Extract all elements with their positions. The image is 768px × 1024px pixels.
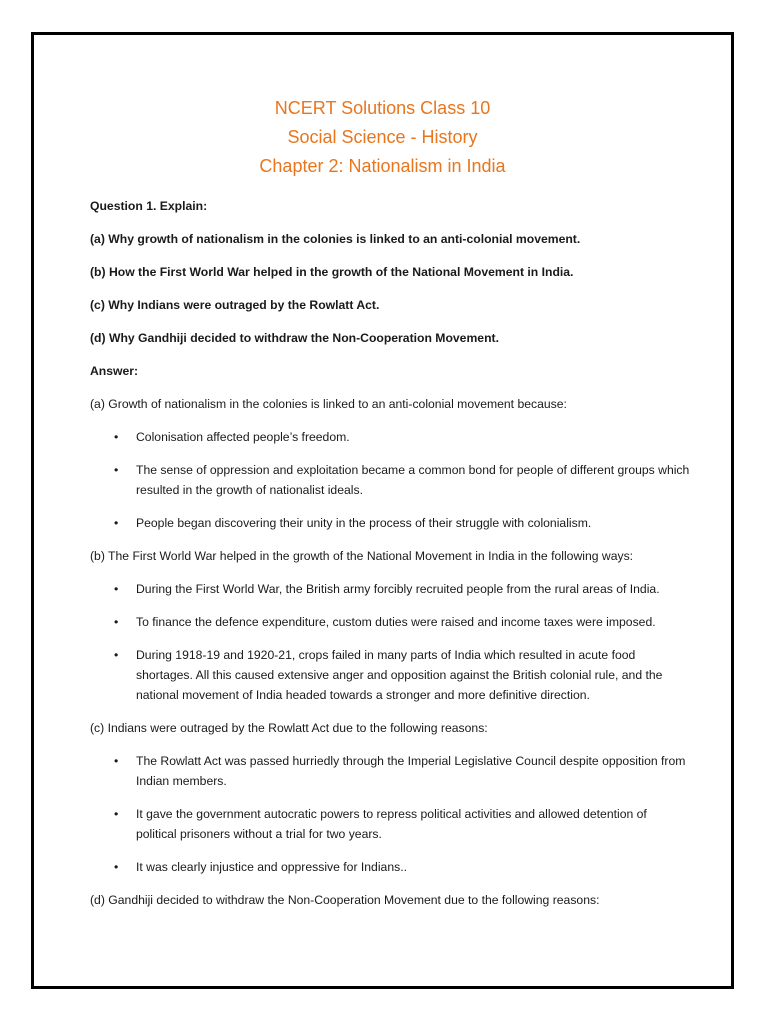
answer-heading: Answer: bbox=[90, 364, 139, 378]
list-item bbox=[90, 612, 690, 632]
answer-c-intro: (c) Indians were outraged by the Rowlatt Act due to the following reasons: bbox=[90, 721, 488, 735]
list-item bbox=[90, 513, 690, 533]
list-item-text: It gave the government autocratic powers to repress political activities and allowed detention of political prisoners without a trial for two years. bbox=[136, 807, 647, 841]
question-part-b: (b) How the First World War helped in the growth of the National Movement in India. bbox=[90, 265, 574, 279]
list-item-text: Colonisation affected people’s freedom. bbox=[136, 430, 350, 444]
list-item bbox=[90, 427, 690, 447]
answer-d-intro: (d) Gandhiji decided to withdraw the Non-Cooperation Movement due to the following reasons: bbox=[90, 893, 600, 907]
list-item bbox=[90, 460, 690, 500]
list-item-text: The sense of oppression and exploitation became a common bond for people of different groups which resulted in the growth of nationalist ideals. bbox=[136, 463, 690, 497]
question-part-d: (d) Why Gandhiji decided to withdraw the Non-Cooperation Movement. bbox=[90, 331, 499, 345]
list-item-text: During 1918-19 and 1920-21, crops failed in many parts of India which resulted in acute food shortages. All this caused extensive anger and opposition against the British colonial rule, and the national movement of India headed towards a stronger and more definitive direction. bbox=[136, 648, 663, 702]
bullet-icon: • bbox=[114, 860, 119, 874]
title-line-2: Social Science - History bbox=[287, 127, 478, 147]
document-title bbox=[31, 94, 734, 181]
list-item-text: To finance the defence expenditure, custom duties were raised and income taxes were imposed. bbox=[136, 615, 656, 629]
document-body bbox=[90, 196, 690, 923]
list-item bbox=[90, 579, 690, 599]
list-item-text: During the First World War, the British army forcibly recruited people from the rural areas of India. bbox=[136, 582, 660, 596]
answer-c-list bbox=[90, 751, 690, 877]
answer-b-intro: (b) The First World War helped in the growth of the National Movement in India in the following ways: bbox=[90, 549, 634, 563]
list-item bbox=[90, 645, 690, 705]
answer-a-list bbox=[90, 427, 690, 533]
list-item bbox=[90, 857, 690, 877]
title-line-1: NCERT Solutions Class 10 bbox=[274, 98, 491, 118]
bullet-icon: • bbox=[114, 430, 119, 444]
question-part-c: (c) Why Indians were outraged by the Rowlatt Act. bbox=[90, 298, 380, 312]
title-line-3: Chapter 2: Nationalism in India bbox=[259, 156, 506, 176]
list-item-text: People began discovering their unity in the process of their struggle with colonialism. bbox=[136, 516, 592, 530]
bullet-icon: • bbox=[114, 648, 119, 662]
bullet-icon: • bbox=[114, 754, 119, 768]
bullet-icon: • bbox=[114, 615, 119, 629]
question-part-a: (a) Why growth of nationalism in the colonies is linked to an anti-colonial movement. bbox=[90, 232, 581, 246]
list-item bbox=[90, 751, 690, 791]
bullet-icon: • bbox=[114, 582, 119, 596]
question-heading: Question 1. Explain: bbox=[90, 199, 208, 213]
bullet-icon: • bbox=[114, 516, 119, 530]
bullet-icon: • bbox=[114, 807, 119, 821]
list-item-text: It was clearly injustice and oppressive for Indians.. bbox=[136, 860, 407, 874]
list-item bbox=[90, 804, 690, 844]
answer-a-intro: (a) Growth of nationalism in the colonies is linked to an anti-colonial movement because: bbox=[90, 397, 567, 411]
bullet-icon: • bbox=[114, 463, 119, 477]
answer-b-list bbox=[90, 579, 690, 705]
list-item-text: The Rowlatt Act was passed hurriedly through the Imperial Legislative Council despite opposition from Indian members. bbox=[136, 754, 686, 788]
